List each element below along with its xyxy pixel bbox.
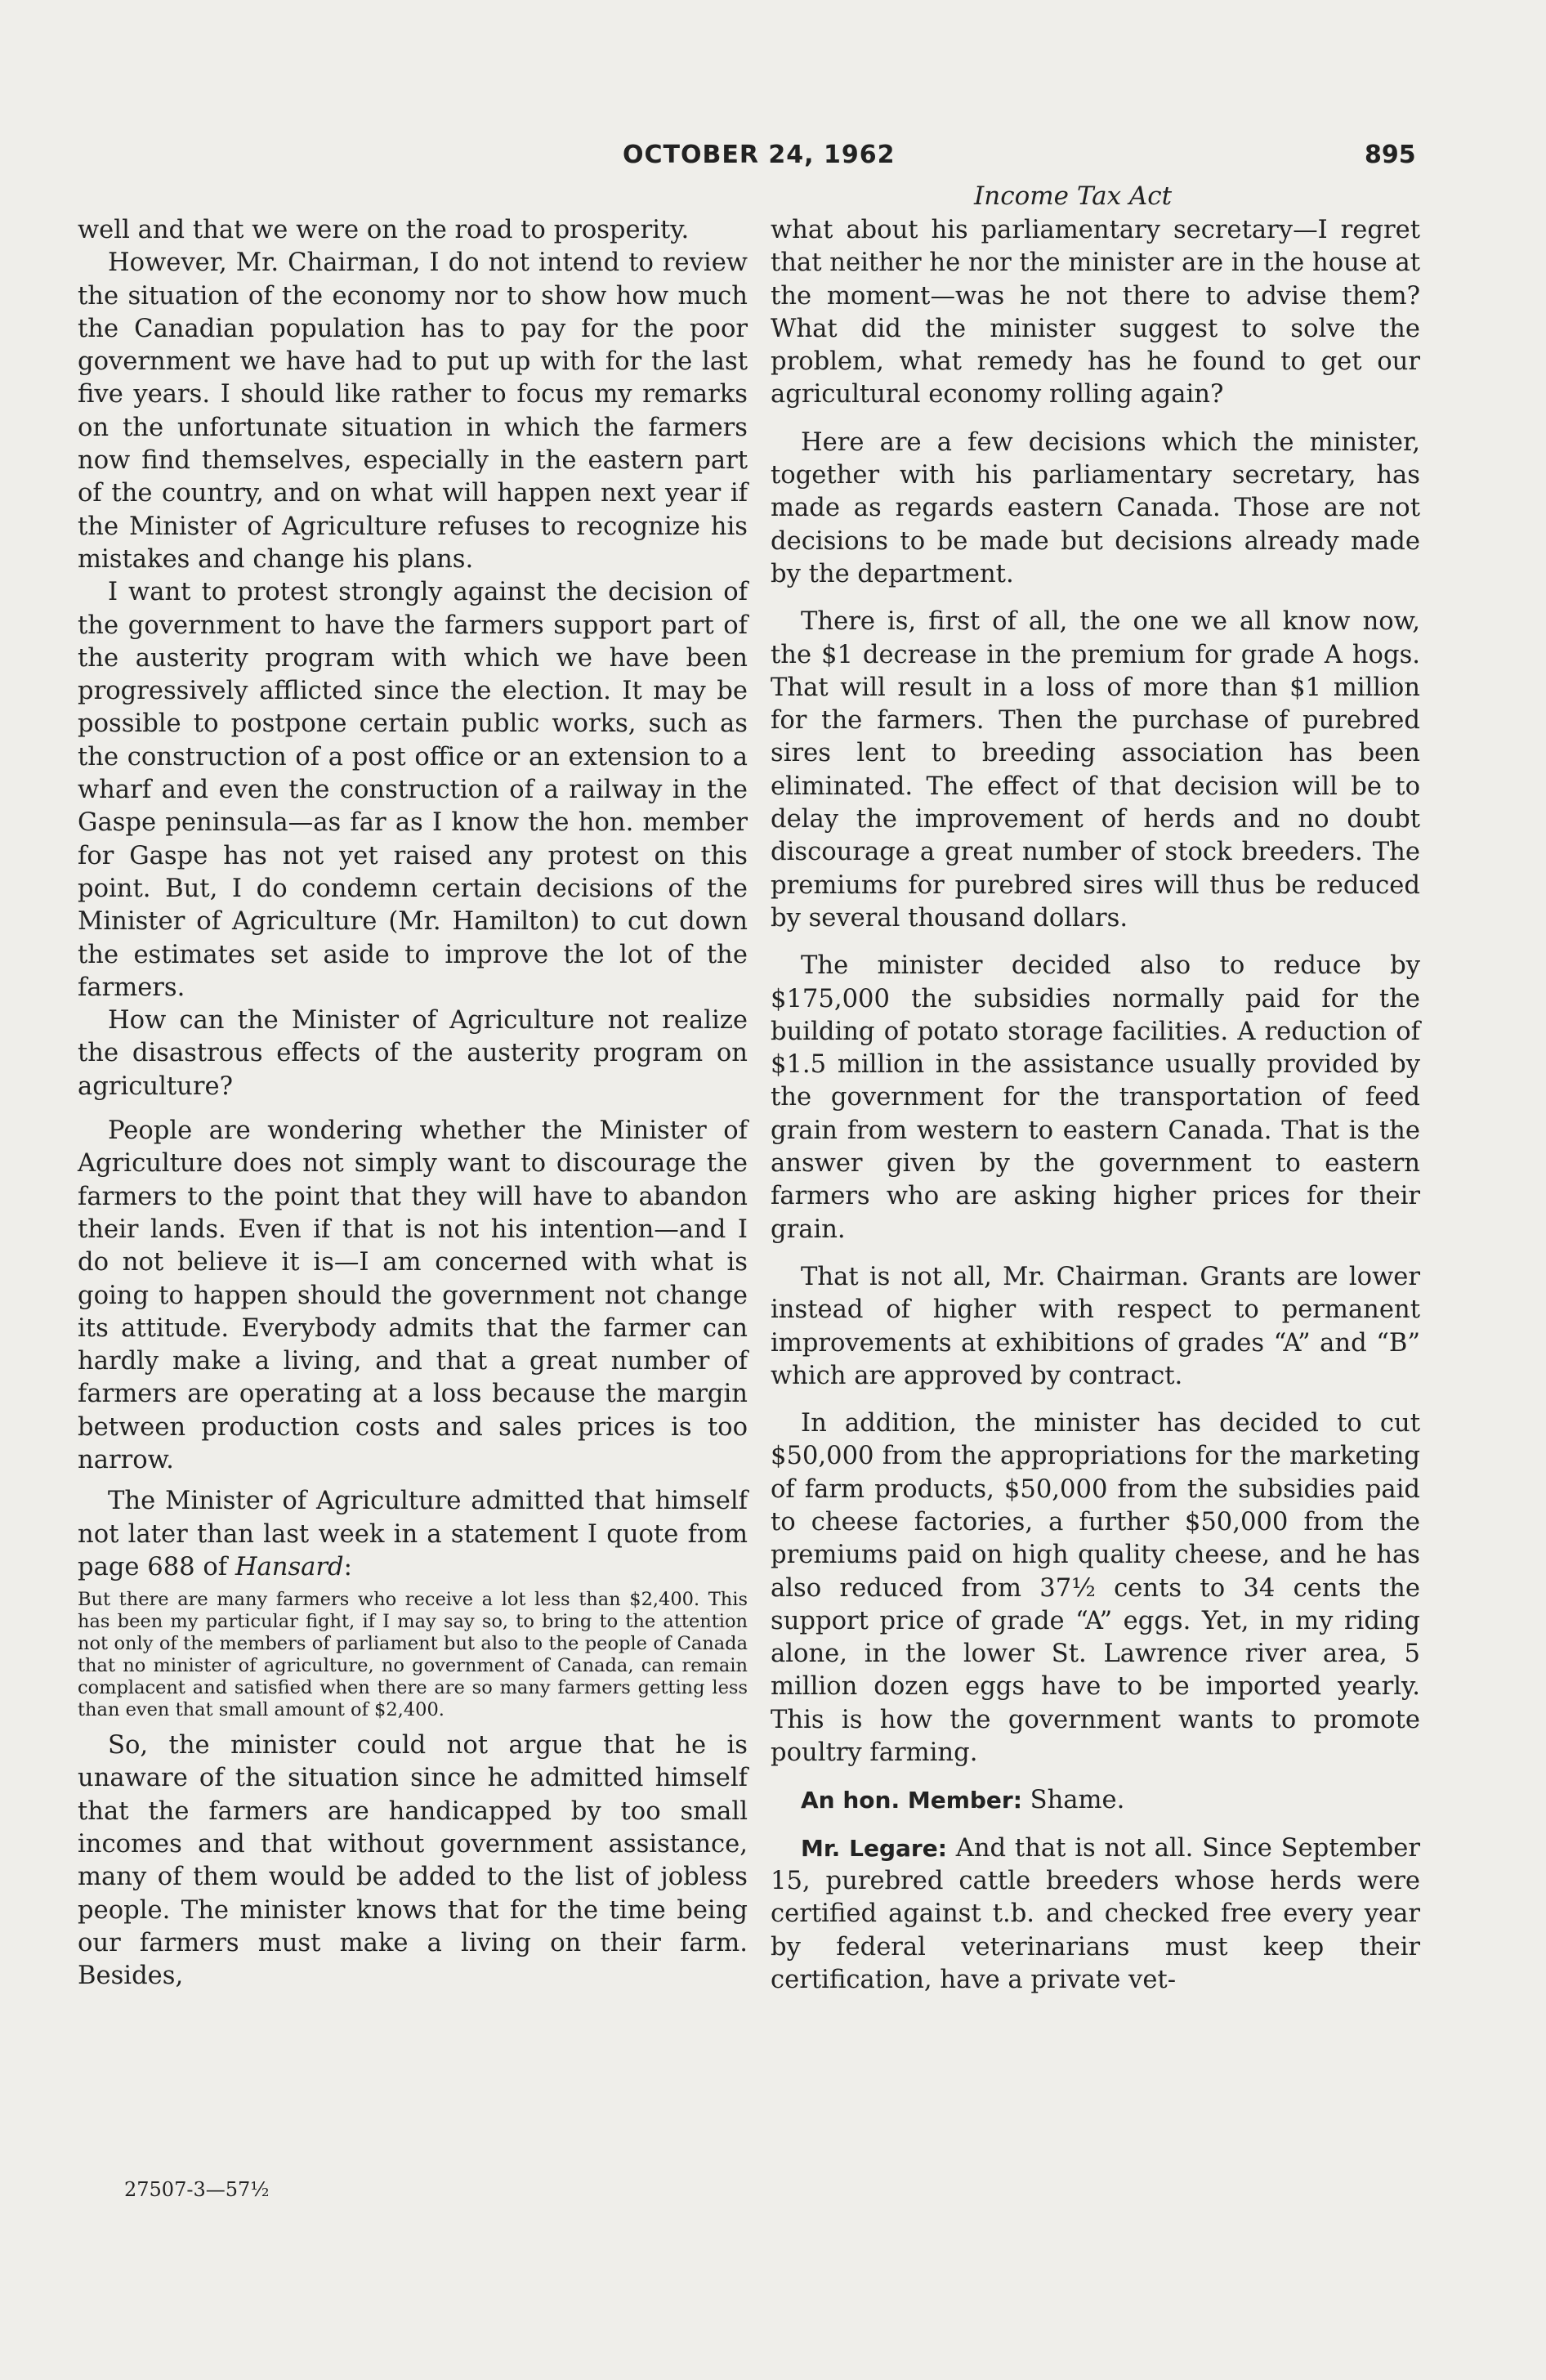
page-header — [0, 141, 1546, 211]
footer-code: 27507-3—57½ — [124, 2178, 270, 2201]
speaker-name: An hon. Member: — [801, 1787, 1022, 1814]
paragraph — [771, 1832, 1420, 1997]
speech-text: And that is not all. Since September 15, purebred cattle breeders whose herds were certified against t.b. and checked free every year by federal veterinarians must keep their certification, have a private vet- — [771, 1833, 1420, 1994]
page-number: 895 — [1365, 141, 1416, 169]
paragraph: So, the minister could not argue that he is unaware of the situation since he admitted himself that the farmers are handicapped by too small incomes and that without government assistance, many of them would be added to the list of jobless people. The minister knows that for the time being our farmers must make a living on their farm. Besides, — [78, 1731, 748, 1991]
paragraph: That is not all, Mr. Chairman. Grants are lower instead of higher with respect to permanent improvements at exhibitions of grades “A” and “B” which are approved by contract. — [771, 1262, 1420, 1390]
paragraph-punct: : — [343, 1552, 352, 1581]
paragraph — [78, 1485, 748, 1584]
hansard-title: Hansard — [235, 1552, 344, 1581]
right-column — [771, 214, 1420, 2011]
speech-text: Shame. — [1021, 1786, 1125, 1815]
paragraph — [771, 1784, 1420, 1817]
paragraph-text: The Minister of Agriculture admitted that himself not later than last week in a statement I quote from page 688 of — [78, 1487, 748, 1581]
paragraph: I want to protest strongly against the decision of the government to have the farmers support part of the austerity program with which we have been progressively afflicted since the election. It may be possible to postpone certain public works, such as the construction of a post office or an extension to a wharf and even the construction of a railway in the Gaspe peninsula—as far as I know the hon. member for Gaspe has not yet raised any protest on this point. But, I do condemn certain decisions of the Minister of Agriculture (Mr. Hamilton) to cut down the estimates set aside to improve the lot of the farmers. — [78, 578, 748, 1002]
header-date: OCTOBER 24, 1962 — [623, 141, 896, 169]
paragraph: How can the Minister of Agriculture not realize the disastrous effects of the austerity program on agriculture? — [78, 1006, 748, 1101]
paragraph: People are wondering whether the Minister of Agriculture does not simply want to discourage the farmers to the point that they will have to abandon their lands. Even if that is not his intention—and I do not believe it is—I am concerned with what is going to happen should the government not change its attitude. Everybody admits that the farmer can hardly make a living, and that a great number of farmers are operating at a loss because the margin between production costs and sales prices is too narrow. — [78, 1116, 748, 1474]
paragraph: There is, first of all, the one we all know now, the $1 decrease in the premium for grade A hogs. That will result in a loss of more than $1 million for the farmers. Then the purchase of purebred sires lent to breeding association has been eliminated. The effect of that decision will be to delay the improvement of herds and no doubt discourage a great number of stock breeders. The premiums for purebred sires will thus be reduced by several thousand dollars. — [771, 607, 1420, 933]
running-title: Income Tax Act — [974, 181, 1173, 211]
paragraph: However, Mr. Chairman, I do not intend to review the situation of the economy nor to show how much the Canadian population has to pay for the poor government we have had to put up with for the last five years. I should like rather to focus my remarks on the unfortunate situation in which the farmers now find themselves, especially in the eastern part of the country, and on what will happen next year if the Minister of Agriculture refuses to recognize his mistakes and change his plans. — [78, 248, 748, 574]
left-column — [78, 214, 748, 1993]
paragraph: The minister decided also to reduce by $175,000 the subsidies normally paid for the building of potato storage facilities. A reduction of $1.5 million in the assistance usually provided by the government for the transportation of feed grain from western to eastern Canada. That is the answer given by the government to eastern farmers who are asking higher prices for their grain. — [771, 951, 1420, 1244]
block-quote: But there are many farmers who receive a lot less than $2,400. This has been my particular fight, if I may say so, to bring to the attention not only of the members of parliament but also to the people of Canada that no minister of agriculture, no government of Canada, can remain complacent and satisfied when there are so many farmers getting less than even that small amount of $2,400. — [78, 1589, 748, 1721]
paragraph: what about his parliamentary secretary—I regret that neither he nor the minister are in the house at the moment—was he not there to advise them? What did the minister suggest to solve the problem, what remedy has he found to get our agricultural economy rolling again? — [771, 216, 1420, 409]
paragraph: Here are a few decisions which the minister, together with his parliamentary secretary, has made as regards eastern Canada. Those are not decisions to be made but decisions already made by the department. — [771, 427, 1420, 588]
paragraph: In addition, the minister has decided to cut $50,000 from the appropriations for the marketing of farm products, $50,000 from the subsidies paid to cheese factories, a further $50,000 from the premiums paid on high quality cheese, and he has also reduced from 37½ cents to 34 cents the support price of grade “A” eggs. Yet, in my riding alone, in the lower St. Lawrence river area, 5 million dozen eggs have to be imported yearly. This is how the government wants to promote poultry farming. — [771, 1409, 1420, 1768]
paragraph: well and that we were on the road to prosperity. — [78, 216, 690, 244]
speaker-name: Mr. Legare: — [801, 1834, 947, 1862]
